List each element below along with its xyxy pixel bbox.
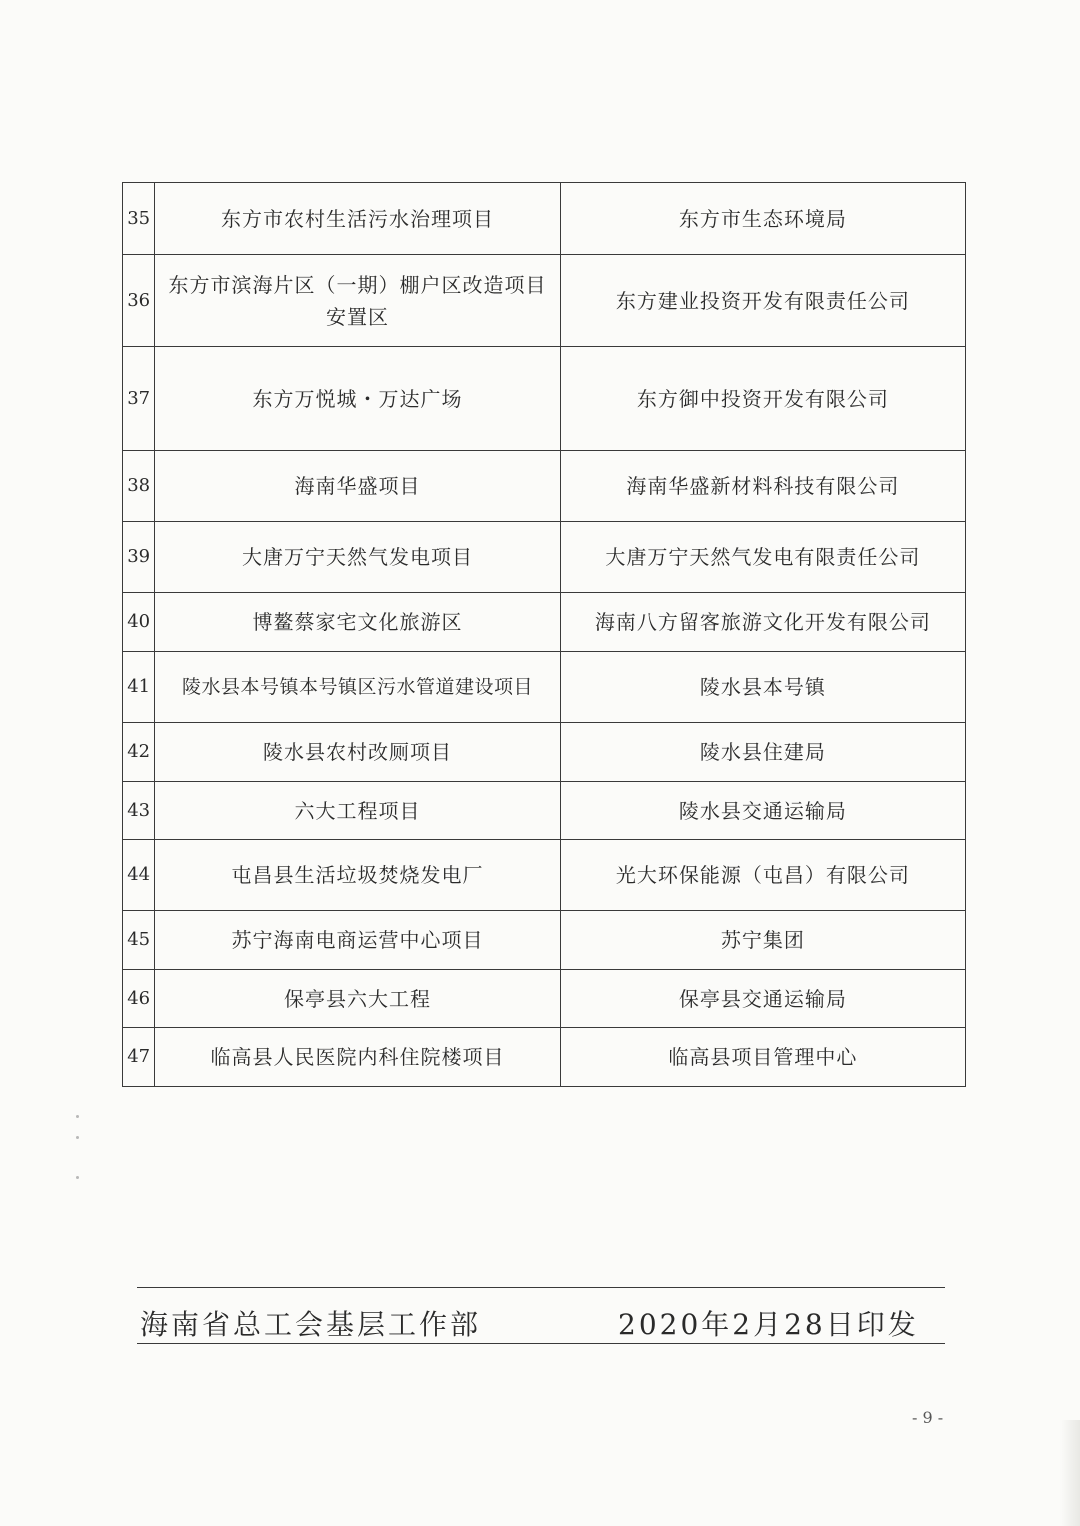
responsible-unit: 东方御中投资开发有限公司 (560, 347, 965, 451)
responsible-unit: 大唐万宁天然气发电有限责任公司 (560, 522, 965, 593)
project-name: 海南华盛项目 (155, 451, 560, 522)
row-number: 35 (123, 183, 155, 255)
project-name: 东方市滨海片区（一期）棚户区改造项目安置区 (155, 255, 560, 347)
project-name: 博鳌蔡家宅文化旅游区 (155, 593, 560, 652)
project-name: 保亭县六大工程 (155, 970, 560, 1028)
page-edge-shadow (1060, 1420, 1080, 1526)
project-name: 东方万悦城・万达广场 (155, 347, 560, 451)
row-number: 47 (123, 1028, 155, 1087)
footer-bottom-rule (137, 1343, 945, 1344)
project-name: 苏宁海南电商运营中心项目 (155, 911, 560, 970)
table-row (123, 782, 966, 840)
table-row (123, 911, 966, 970)
responsible-unit: 保亭县交通运输局 (560, 970, 965, 1028)
project-name: 东方市农村生活污水治理项目 (155, 183, 560, 255)
footer-print-date: 2020年2月28日印发 (618, 1308, 919, 1341)
table-row (123, 970, 966, 1028)
project-name: 临高县人民医院内科住院楼项目 (155, 1028, 560, 1087)
table-row (123, 255, 966, 347)
scan-speck (76, 1176, 79, 1179)
row-number: 40 (123, 593, 155, 652)
table-row (123, 347, 966, 451)
responsible-unit: 陵水县住建局 (560, 723, 965, 782)
project-name: 陵水县农村改厕项目 (155, 723, 560, 782)
projects-table-container (122, 182, 966, 1087)
responsible-unit: 东方建业投资开发有限责任公司 (560, 255, 965, 347)
footer-issuer: 海南省总工会基层工作部 (140, 1308, 482, 1341)
responsible-unit: 海南八方留客旅游文化开发有限公司 (560, 593, 965, 652)
row-number: 46 (123, 970, 155, 1028)
row-number: 38 (123, 451, 155, 522)
table-row (123, 183, 966, 255)
table-row (123, 451, 966, 522)
page-number: - 9 - (912, 1408, 944, 1427)
responsible-unit: 海南华盛新材料科技有限公司 (560, 451, 965, 522)
row-number: 42 (123, 723, 155, 782)
footer-top-rule (137, 1287, 945, 1288)
scan-speck (76, 1115, 79, 1118)
row-number: 45 (123, 911, 155, 970)
project-name: 陵水县本号镇本号镇区污水管道建设项目 (155, 652, 560, 723)
table-row (123, 1028, 966, 1087)
responsible-unit: 东方市生态环境局 (560, 183, 965, 255)
responsible-unit: 光大环保能源（屯昌）有限公司 (560, 840, 965, 911)
responsible-unit: 陵水县本号镇 (560, 652, 965, 723)
table-row (123, 593, 966, 652)
responsible-unit: 陵水县交通运输局 (560, 782, 965, 840)
table-row (123, 652, 966, 723)
table-row (123, 840, 966, 911)
scan-speck (76, 1136, 79, 1139)
table-row (123, 723, 966, 782)
project-name: 屯昌县生活垃圾焚烧发电厂 (155, 840, 560, 911)
row-number: 39 (123, 522, 155, 593)
row-number: 43 (123, 782, 155, 840)
row-number: 41 (123, 652, 155, 723)
table-row (123, 522, 966, 593)
row-number: 36 (123, 255, 155, 347)
row-number: 37 (123, 347, 155, 451)
responsible-unit: 临高县项目管理中心 (560, 1028, 965, 1087)
responsible-unit: 苏宁集团 (560, 911, 965, 970)
project-name: 六大工程项目 (155, 782, 560, 840)
row-number: 44 (123, 840, 155, 911)
project-name: 大唐万宁天然气发电项目 (155, 522, 560, 593)
projects-table (122, 182, 966, 1087)
